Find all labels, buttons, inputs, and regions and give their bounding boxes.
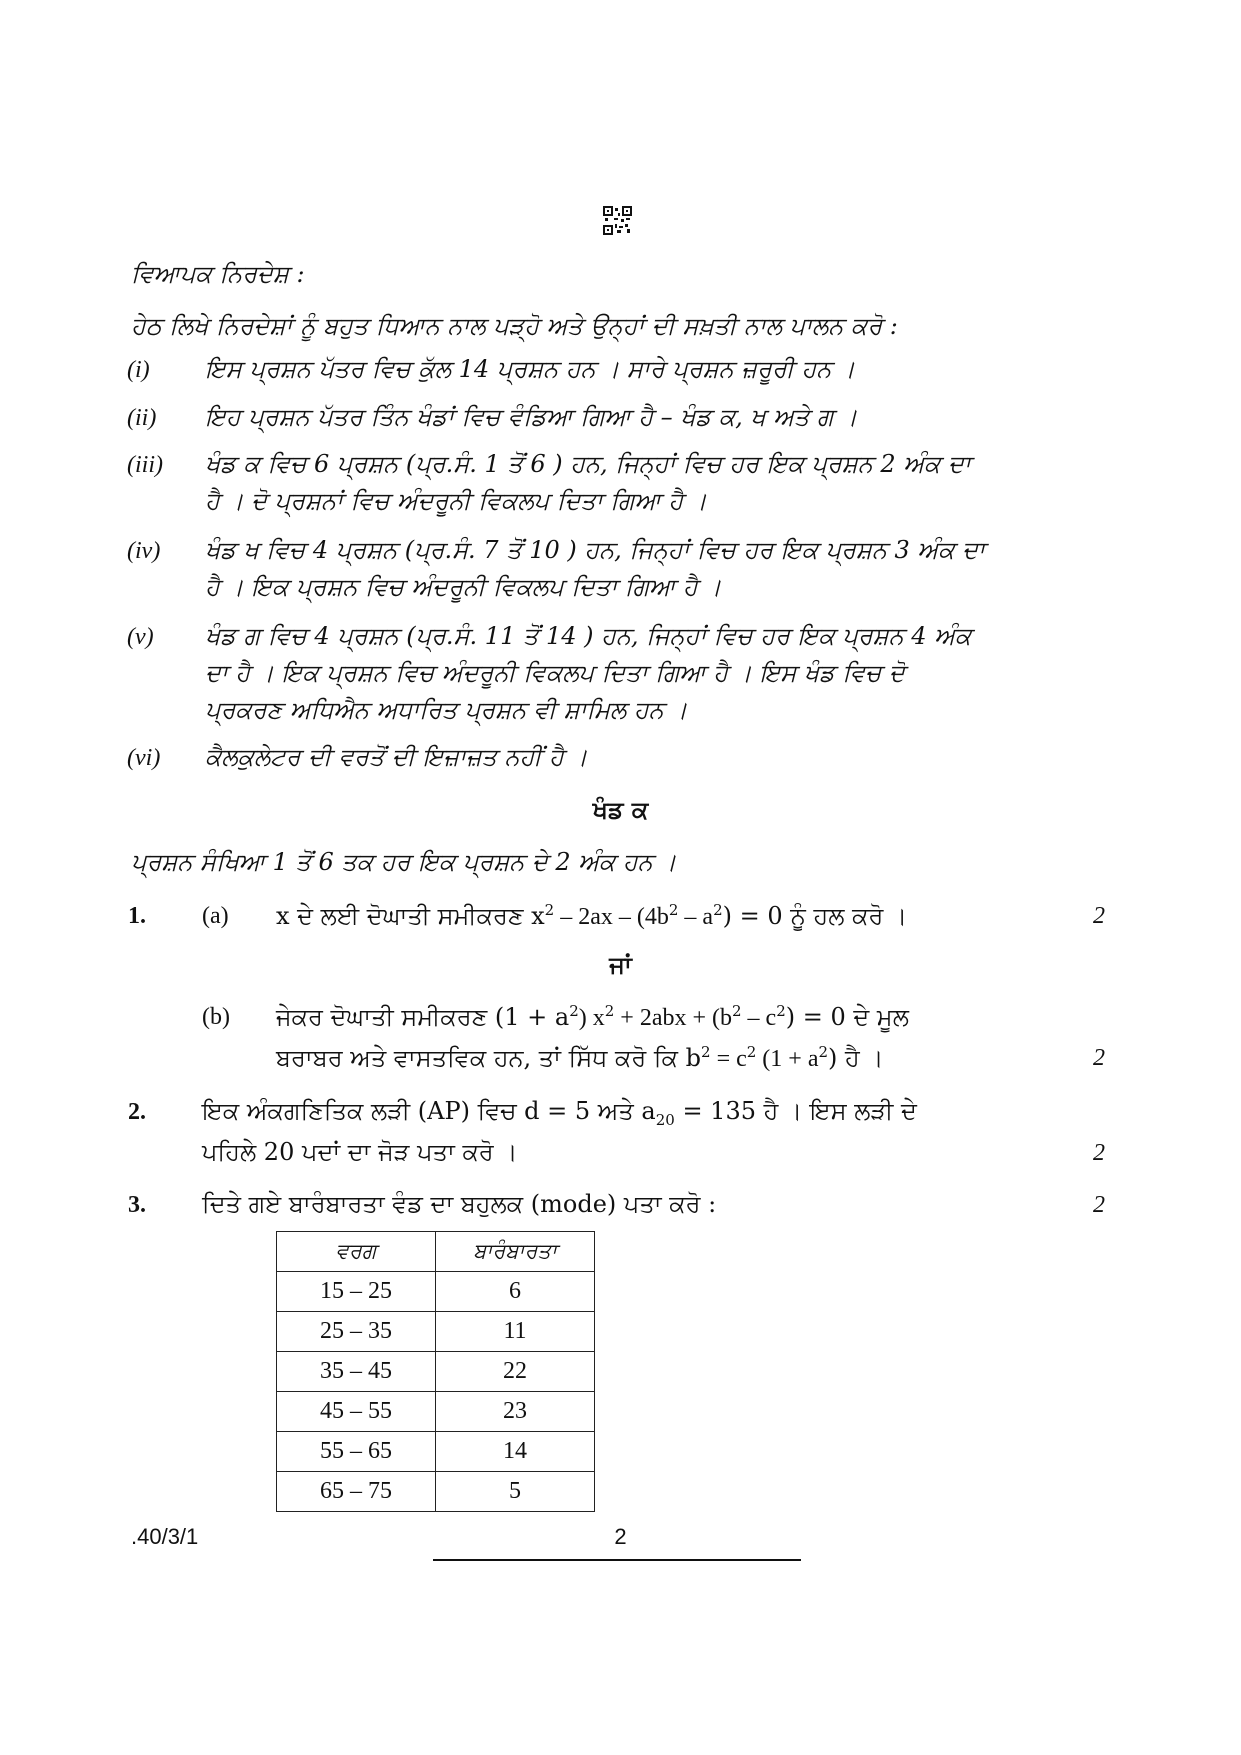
- instructions-heading: ਵਿਆਪਕ ਨਿਰਦੇਸ਼ :: [131, 260, 305, 288]
- option-label: (a): [202, 903, 229, 929]
- question-text: ਦਿਤੇ ਗਏ ਬਾਰੰਬਾਰਤਾ ਵੰਡ ਦਾ ਬਹੁਲਕ (mode) ਪਤਾ ਕਰੋ :: [202, 1190, 717, 1218]
- table-row: [277, 1392, 595, 1432]
- marks: 2: [1093, 903, 1105, 929]
- question-text: ਜੇਕਰ ਦੋਘਾਤੀ ਸਮੀਕਰਣ $(1 + a^2)$ $x^2 + 2abx + (b^2 - c^2) = 0$ ਦੇ ਮੂਲ: [276, 1002, 909, 1031]
- instruction-number: (iv): [127, 538, 161, 564]
- class-cell: 25 – 35: [277, 1312, 436, 1352]
- class-cell: 15 – 25: [277, 1272, 436, 1312]
- marks: 2: [1093, 1140, 1105, 1166]
- or-label: ਜਾਂ: [609, 950, 632, 979]
- instruction-text: ਖੰਡ ਗ ਵਿਚ 4 ਪ੍ਰਸ਼ਨ (ਪ੍ਰ.ਸੰ. 11 ਤੋਂ 14 ) ਹਨ, ਜਿਨ੍ਹਾਂ ਵਿਚ ਹਰ ਇਕ ਪ੍ਰਸ਼ਨ 4 ਅੰਕ: [205, 622, 972, 650]
- instruction-text: ਖੰਡ ਕ ਵਿਚ 6 ਪ੍ਰਸ਼ਨ (ਪ੍ਰ.ਸੰ. 1 ਤੋਂ 6 ) ਹਨ, ਜਿਨ੍ਹਾਂ ਵਿਚ ਹਰ ਇਕ ਪ੍ਰਸ਼ਨ 2 ਅੰਕ ਦਾ: [205, 450, 971, 478]
- table-row: [277, 1352, 595, 1392]
- class-cell: 35 – 45: [277, 1352, 436, 1392]
- footer-divider: [433, 1559, 801, 1561]
- frequency-cell: 5: [436, 1472, 595, 1512]
- instruction-text: ਹੈ । ਦੋ ਪ੍ਰਸ਼ਨਾਂ ਵਿਚ ਅੰਦਰੂਨੀ ਵਿਕਲਪ ਦਿਤਾ ਗਿਆ ਹੈ ।: [205, 487, 707, 515]
- instruction-text: ਦਾ ਹੈ । ਇਕ ਪ੍ਰਸ਼ਨ ਵਿਚ ਅੰਦਰੂਨੀ ਵਿਕਲਪ ਦਿਤਾ ਗਿਆ ਹੈ । ਇਸ ਖੰਡ ਵਿਚ ਦੋ: [205, 659, 905, 687]
- instruction-text: ਪ੍ਰਕਰਣ ਅਧਿਐਨ ਅਧਾਰਿਤ ਪ੍ਰਸ਼ਨ ਵੀ ਸ਼ਾਮਿਲ ਹਨ ।: [205, 696, 688, 724]
- class-cell: 55 – 65: [277, 1432, 436, 1472]
- table-row: [277, 1272, 595, 1312]
- table-header-row: [277, 1232, 595, 1272]
- question-number: 3.: [128, 1192, 146, 1218]
- frequency-table: [276, 1231, 595, 1512]
- page-number: 2: [614, 1524, 627, 1549]
- class-cell: 45 – 55: [277, 1392, 436, 1432]
- question-number: 2.: [128, 1099, 146, 1125]
- frequency-cell: 6: [436, 1272, 595, 1312]
- instruction-text: ਖੰਡ ਖ ਵਿਚ 4 ਪ੍ਰਸ਼ਨ (ਪ੍ਰ.ਸੰ. 7 ਤੋਂ 10 ) ਹਨ, ਜਿਨ੍ਹਾਂ ਵਿਚ ਹਰ ਇਕ ਪ੍ਰਸ਼ਨ 3 ਅੰਕ ਦਾ: [205, 536, 985, 564]
- paper-code: .40/3/1: [131, 1524, 199, 1549]
- column-header-frequency: ਬਾਰੰਬਾਰਤਾ: [436, 1232, 595, 1272]
- frequency-cell: 11: [436, 1312, 595, 1352]
- question-text: x ਦੇ ਲਈ ਦੋਘਾਤੀ ਸਮੀਕਰਣ $x^2 - 2ax - (4b^2 - a^2) = 0$ ਨੂੰ ਹਲ ਕਰੋ ।: [276, 901, 908, 930]
- question-number: 1.: [128, 903, 146, 929]
- instructions-intro: ਹੇਠ ਲਿਖੇ ਨਿਰਦੇਸ਼ਾਂ ਨੂੰ ਬਹੁਤ ਧਿਆਨ ਨਾਲ ਪੜ੍ਹੋ ਅਤੇ ਉਨ੍ਹਾਂ ਦੀ ਸਖ਼ਤੀ ਨਾਲ ਪਾਲਨ ਕਰੋ :: [131, 312, 898, 340]
- instruction-text: ਕੈਲਕੁਲੇਟਰ ਦੀ ਵਰਤੋਂ ਦੀ ਇਜ਼ਾਜ਼ਤ ਨਹੀਂ ਹੈ ।: [205, 743, 588, 771]
- question-text: ਪਹਿਲੇ 20 ਪਦਾਂ ਦਾ ਜੋੜ ਪਤਾ ਕਰੋ ।: [202, 1138, 518, 1166]
- instruction-text: ਇਹ ਪ੍ਰਸ਼ਨ ਪੱਤਰ ਤਿੰਨ ਖੰਡਾਂ ਵਿਚ ਵੰਡਿਆ ਗਿਆ ਹੈ – ਖੰਡ ਕ, ਖ ਅਤੇ ਗ ।: [205, 403, 858, 431]
- section-title: ਖੰਡ ਕ: [592, 795, 649, 824]
- table-row: [277, 1472, 595, 1512]
- instruction-number: (i): [127, 357, 150, 383]
- instruction-number: (iii): [127, 452, 163, 478]
- instruction-text: ਇਸ ਪ੍ਰਸ਼ਨ ਪੱਤਰ ਵਿਚ ਕੁੱਲ 14 ਪ੍ਰਸ਼ਨ ਹਨ । ਸਾਰੇ ਪ੍ਰਸ਼ਨ ਜ਼ਰੂਰੀ ਹਨ ।: [205, 355, 856, 383]
- table-row: [277, 1432, 595, 1472]
- instruction-text: ਹੈ । ਇਕ ਪ੍ਰਸ਼ਨ ਵਿਚ ਅੰਦਰੂਨੀ ਵਿਕਲਪ ਦਿਤਾ ਗਿਆ ਹੈ ।: [205, 573, 722, 601]
- question-text: ਇਕ ਅੰਕਗਣਿਤਿਕ ਲੜੀ (AP) ਵਿਚ d = 5 ਅਤੇ $a_{20} = 135$ ਹੈ । ਇਸ ਲੜੀ ਦੇ: [202, 1097, 917, 1129]
- marks: 2: [1093, 1192, 1105, 1218]
- frequency-cell: 14: [436, 1432, 595, 1472]
- frequency-cell: 22: [436, 1352, 595, 1392]
- marks: 2: [1093, 1045, 1105, 1071]
- table-row: [277, 1312, 595, 1352]
- qr-code-icon: [603, 206, 632, 235]
- section-note: ਪ੍ਰਸ਼ਨ ਸੰਖਿਆ 1 ਤੋਂ 6 ਤਕ ਹਰ ਇਕ ਪ੍ਰਸ਼ਨ ਦੇ 2 ਅੰਕ ਹਨ ।: [131, 848, 677, 876]
- instruction-number: (vi): [127, 745, 161, 771]
- column-header-class: ਵਰਗ: [277, 1232, 436, 1272]
- frequency-cell: 23: [436, 1392, 595, 1432]
- question-text: ਬਰਾਬਰ ਅਤੇ ਵਾਸਤਵਿਕ ਹਨ, ਤਾਂ ਸਿੱਧ ਕਰੋ ਕਿ $b^2 = c^2$ $(1 + a^2)$ ਹੈ ।: [276, 1043, 884, 1072]
- instruction-number: (v): [127, 624, 154, 650]
- instruction-number: (ii): [127, 405, 157, 431]
- option-label: (b): [202, 1004, 230, 1030]
- class-cell: 65 – 75: [277, 1472, 436, 1512]
